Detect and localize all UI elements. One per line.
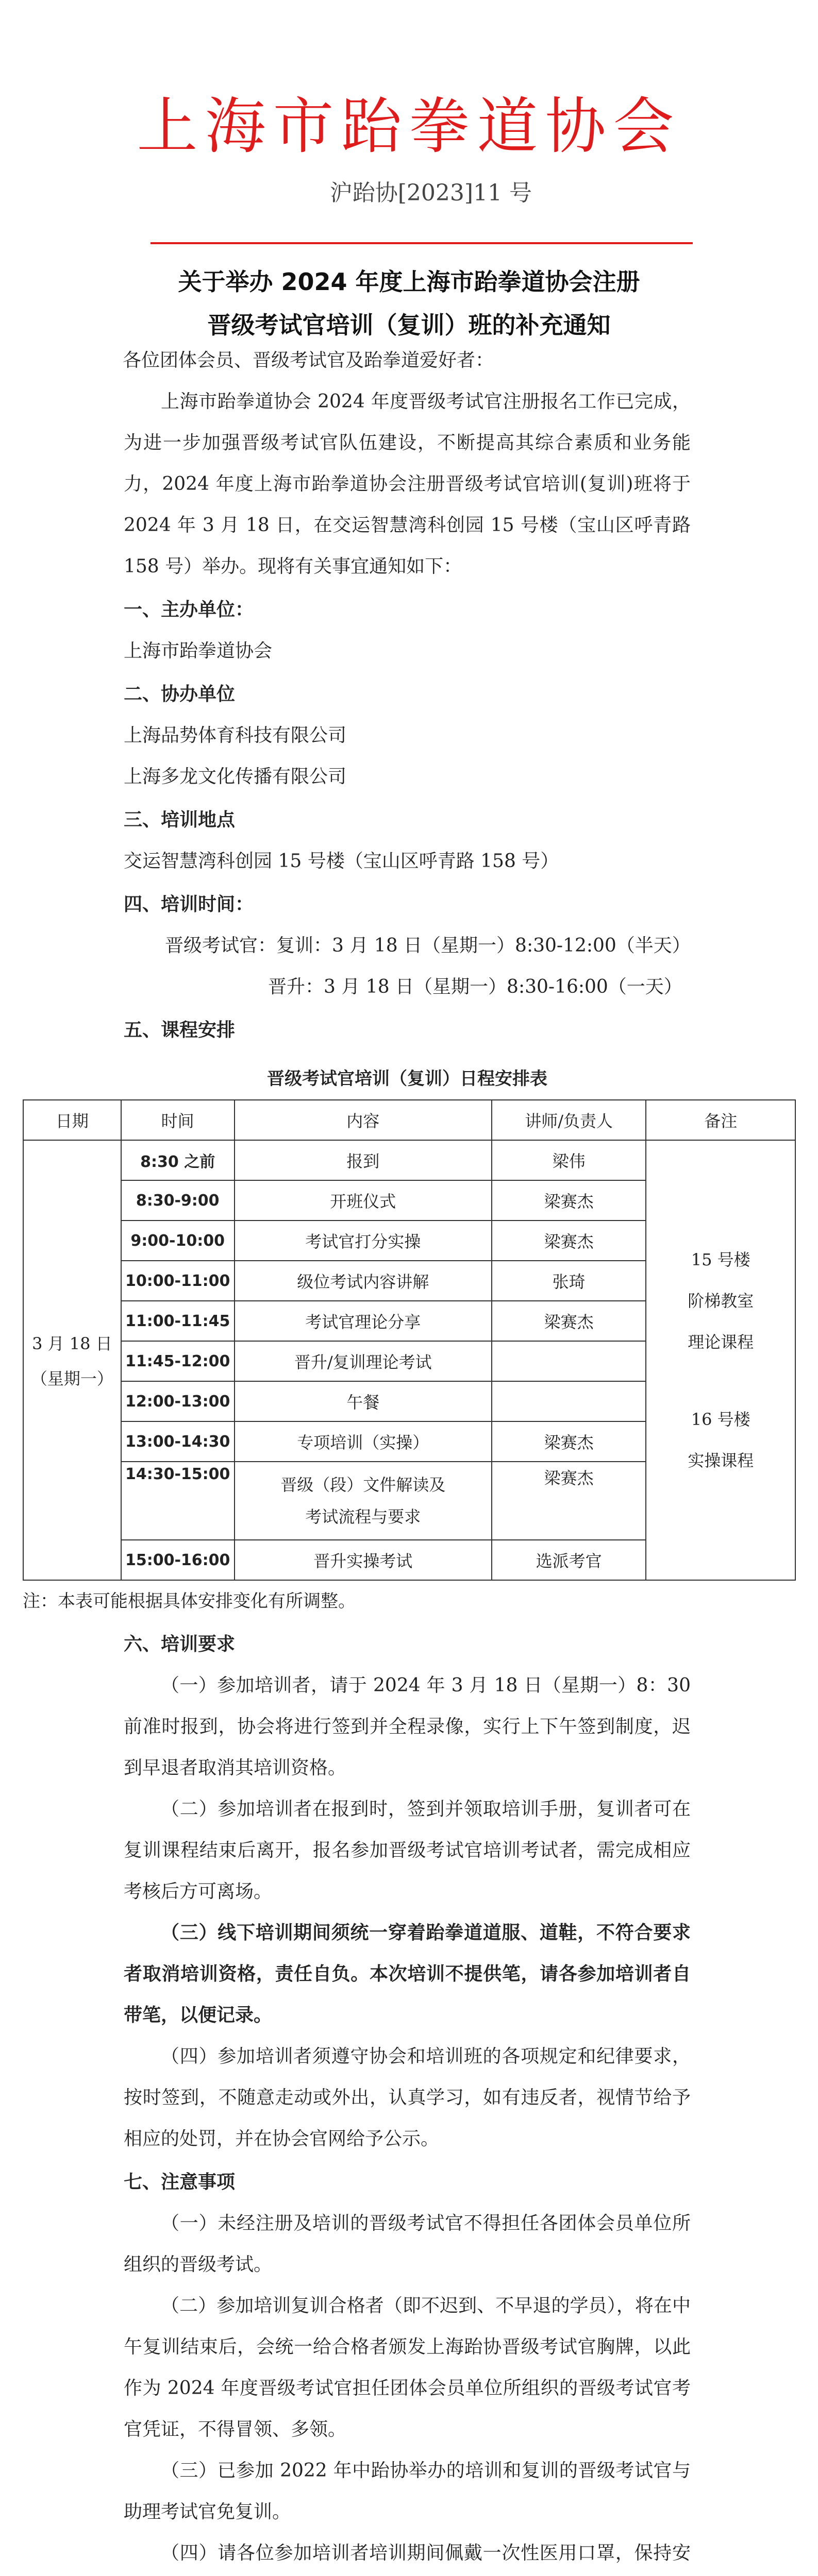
time-cell: 8:30 之前 <box>121 1140 235 1180</box>
remark-cell <box>646 1140 795 1580</box>
lecturer-cell: 梁赛杰 <box>492 1180 646 1221</box>
title-line-2: 晋级考试官培训（复训）班的补充通知 <box>207 311 611 339</box>
notice-4: （四）请各位参加培训者培训期间佩戴一次性医用口罩，保持安 <box>161 2543 691 2564</box>
time-cell: 14:30-15:00 <box>121 1462 235 1540</box>
header-date: 日期 <box>23 1100 121 1140</box>
section-schedule-heading: 五、课程安排 <box>124 1020 236 1041</box>
time-cell: 9:00-10:00 <box>121 1221 235 1261</box>
training-time-retrain: 晋级考试官：复训：3 月 18 日（星期一）8:30-12:00（半天） <box>165 935 691 956</box>
content-cell: 考试官打分实操 <box>235 1221 492 1261</box>
lecturer-cell: 选派考官 <box>492 1540 646 1580</box>
section-notices-heading: 七、注意事项 <box>124 2172 236 2193</box>
section-location-heading: 三、培训地点 <box>124 809 236 831</box>
red-divider <box>151 242 693 244</box>
salutation: 各位团体会员、晋级考试官及跆拳道爱好者： <box>123 350 494 371</box>
remark-line-2: 阶梯教室 <box>688 1291 754 1311</box>
coorganizer-1: 上海品势体育科技有限公司 <box>124 725 347 746</box>
lecturer-cell: 梁伟 <box>492 1140 646 1180</box>
time-cell: 13:00-14:30 <box>121 1421 235 1462</box>
document-body <box>23 340 754 2576</box>
schedule-table <box>23 1099 796 1581</box>
content-cell: 专项培训（实操） <box>235 1421 492 1462</box>
training-location: 交运智慧湾科创园 15 号楼（宝山区呼青路 158 号） <box>124 851 559 872</box>
requirement-3: （三）线下培训期间须统一穿着跆拳道道服、道鞋，不符合要求者取消培训资格，责任自负。本次培训不提供笔，请各参加培训者自带笔，以便记录。 <box>124 1922 691 2026</box>
section-coorganizer-heading: 二、协办单位 <box>124 684 236 705</box>
lecturer-cell: 梁赛杰 <box>492 1301 646 1341</box>
lecturer-cell <box>492 1341 646 1381</box>
table-header-row <box>23 1100 795 1140</box>
header-remark: 备注 <box>646 1100 795 1140</box>
lecturer-cell: 张琦 <box>492 1261 646 1301</box>
lecturer-cell: 梁赛杰 <box>492 1462 646 1540</box>
table-row <box>23 1140 795 1180</box>
time-cell: 11:00-11:45 <box>121 1301 235 1341</box>
time-cell: 8:30-9:00 <box>121 1180 235 1221</box>
lecturer-cell <box>492 1381 646 1421</box>
content-cell: 晋升实操考试 <box>235 1540 492 1580</box>
document-number: 沪跆协[2023]11 号 <box>329 180 532 206</box>
remark-line-3: 理论课程 <box>688 1332 754 1352</box>
time-cell: 10:00-11:00 <box>121 1261 235 1301</box>
content-cell: 报到 <box>235 1140 492 1180</box>
section-organizer-heading: 一、主办单位： <box>124 599 254 620</box>
notice-3: （三）已参加 2022 年中跆协举办的培训和复训的晋级考试官与助理考试官免复训。 <box>124 2460 691 2522</box>
document-title <box>0 260 818 347</box>
time-cell: 12:00-13:00 <box>121 1381 235 1421</box>
content-cell: 晋升/复训理论考试 <box>235 1341 492 1381</box>
time-cell: 11:45-12:00 <box>121 1341 235 1381</box>
section-requirements-heading: 六、培训要求 <box>124 1634 236 1655</box>
schedule-table-title: 晋级考试官培训（复训）日程安排表 <box>267 1069 547 1089</box>
requirement-4: （四）参加培训者须遵守协会和培训班的各项规定和纪律要求，按时签到，不随意走动或外出，认真学习，如有违反者，视情节给予相应的处罚，并在协会官网给予公示。 <box>124 2046 691 2149</box>
org-title: 上海市跆拳道协会 <box>137 91 681 162</box>
requirement-2: （二）参加培训者在报到时，签到并领取培训手册，复训者可在复训课程结束后离开，报名参加晋级考试官培训考试者，需完成相应考核后方可离场。 <box>124 1799 691 1902</box>
content-line-2: 考试流程与要求 <box>305 1507 421 1527</box>
remark-line-4: 16 号楼 <box>691 1410 750 1429</box>
training-time-promotion: 晋升：3 月 18 日（星期一）8:30-16:00（一天） <box>268 976 682 997</box>
content-cell: 午餐 <box>235 1381 492 1421</box>
organizer-name: 上海市跆拳道协会 <box>124 640 273 662</box>
section-time-heading: 四、培训时间： <box>124 894 254 915</box>
lecturer-cell: 梁赛杰 <box>492 1421 646 1462</box>
date-line-1: 3 月 18 日 <box>32 1334 112 1353</box>
date-cell <box>23 1140 121 1580</box>
notice-2: （二）参加培训复训合格者（即不迟到、不早退的学员），将在中午复训结束后，会统一给合格者颁发上海跆协晋级考试官胸牌，以此作为 2024 年度晋级考试官担任团体会员单位所组织的晋级考试官考官凭证，不得冒领、多领。 <box>124 2295 691 2440</box>
time-cell: 15:00-16:00 <box>121 1540 235 1580</box>
header-content: 内容 <box>235 1100 492 1140</box>
lecturer-cell: 梁赛杰 <box>492 1221 646 1261</box>
content-line-1: 晋级（段）文件解读及 <box>280 1475 446 1495</box>
requirement-1: （一）参加培训者，请于 2024 年 3 月 18 日（星期一）8：30 前准时报到，协会将进行签到并全程录像，实行上下午签到制度，迟到早退者取消其培训资格。 <box>124 1675 691 1778</box>
table-note: 注：本表可能根据具体安排变化有所调整。 <box>23 1591 356 1612</box>
remark-line-5: 实操课程 <box>688 1451 754 1470</box>
date-line-2: （星期一） <box>30 1369 113 1388</box>
intro-paragraph: 上海市跆拳道协会 2024 年度晋级考试官注册报名工作已完成，为进一步加强晋级考试官队伍建设，不断提高其综合素质和业务能力，2024 年度上海市跆拳道协会注册晋级考试官培训(复训)班将于 2024 年 3 月 18 日，在交运智慧湾科创园 15 号楼（宝山区呼青路 158 号）举办。现将有关事宜通知如下： <box>124 391 691 577</box>
header-lecturer: 讲师/负责人 <box>492 1100 646 1140</box>
notice-1: （一）未经注册及培训的晋级考试官不得担任各团体会员单位所组织的晋级考试。 <box>124 2213 691 2275</box>
remark-line-1: 15 号楼 <box>691 1250 750 1269</box>
title-line-1: 关于举办 2024 年度上海市跆拳道协会注册 <box>178 268 640 296</box>
coorganizer-2: 上海多龙文化传播有限公司 <box>124 766 347 787</box>
content-cell: 开班仪式 <box>235 1180 492 1221</box>
content-cell: 考试官理论分享 <box>235 1301 492 1341</box>
content-cell: 级位考试内容讲解 <box>235 1261 492 1301</box>
content-cell <box>235 1462 492 1540</box>
header-time: 时间 <box>121 1100 235 1140</box>
